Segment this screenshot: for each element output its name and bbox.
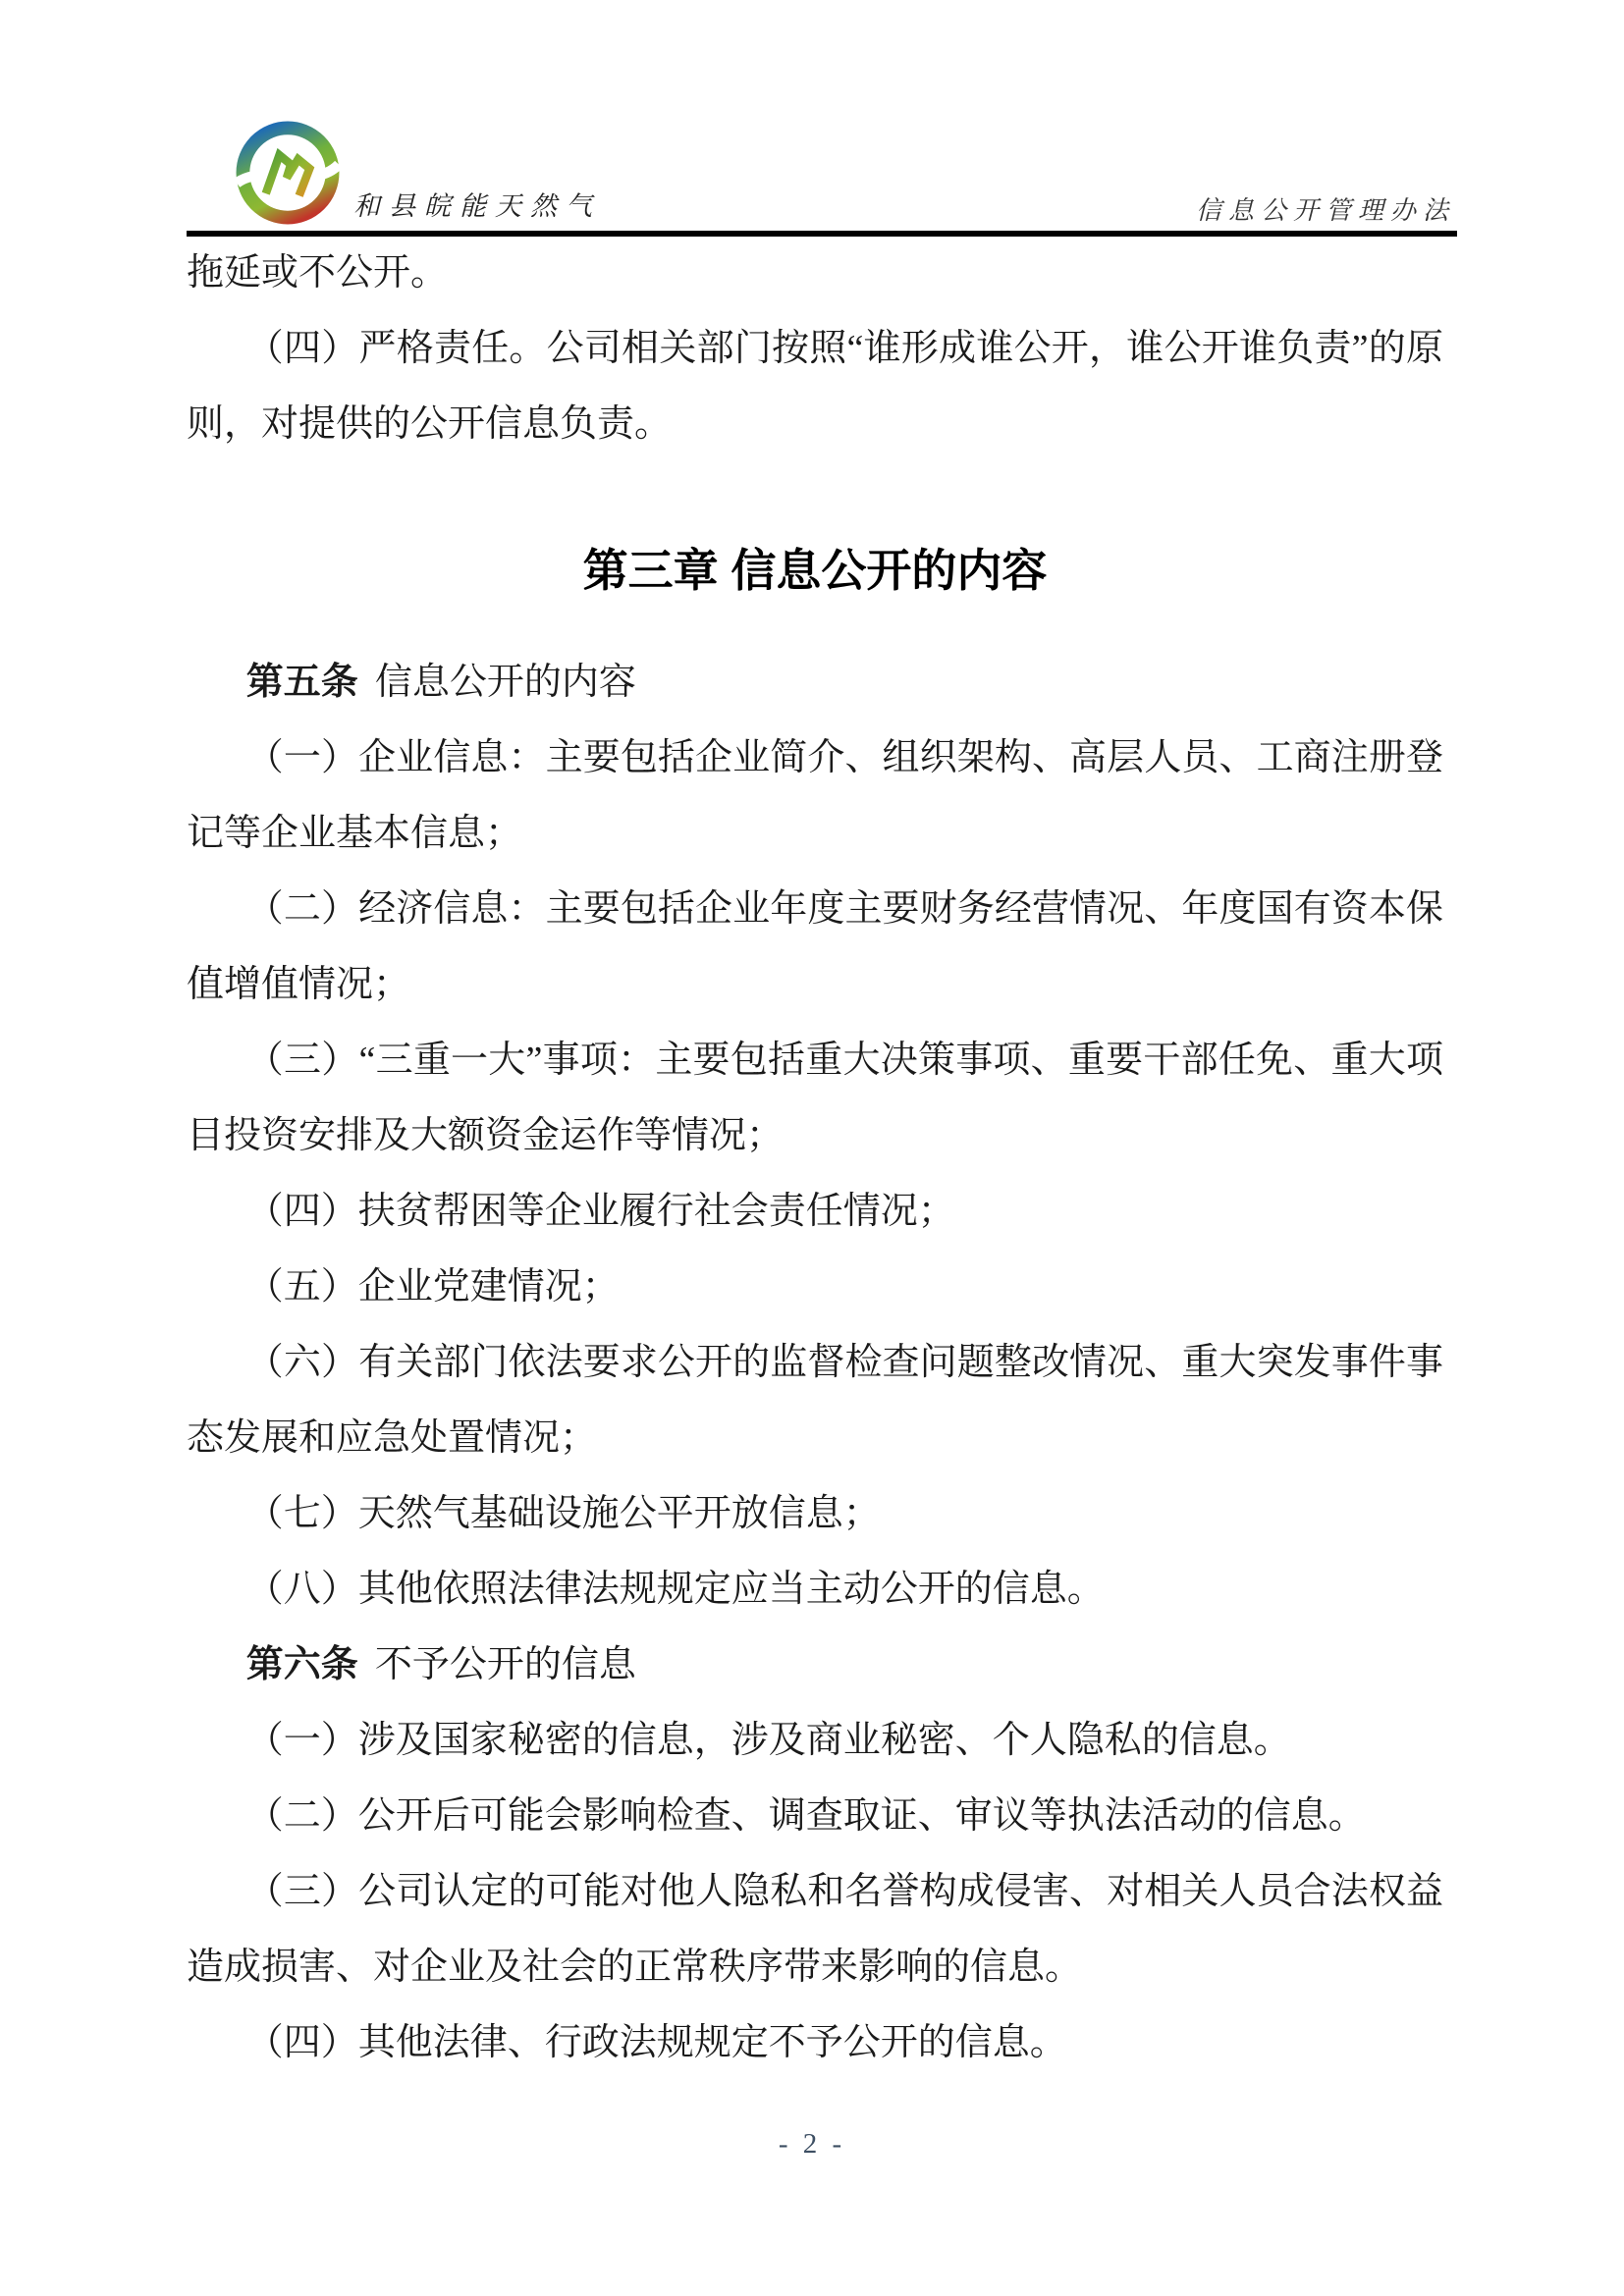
article5-item-1: （一）企业信息：主要包括企业简介、组织架构、高层人员、工商注册登记等企业基本信息；	[187, 737, 1443, 854]
article6-item-2: （二）公开后可能会影响检查、调查取证、审议等执法活动的信息。	[245, 1795, 1366, 1837]
article5-item-5: （五）企业党建情况；	[245, 1266, 620, 1308]
article6-item-1: （一）涉及国家秘密的信息，涉及商业秘密、个人隐私的信息。	[245, 1720, 1291, 1761]
article6-item-4: （四）其他法律、行政法规规定不予公开的信息。	[245, 2022, 1067, 2063]
chapter-title: 第三章 信息公开的内容	[582, 545, 1048, 596]
paragraph-continuation: 拖延或不公开。	[187, 252, 449, 294]
company-logo-icon	[236, 121, 340, 225]
header-left-group	[236, 121, 601, 225]
article5-item-8: （八）其他依照法律法规规定应当主动公开的信息。	[245, 1569, 1105, 1610]
article5-item-7: （七）天然气基础设施公平开放信息；	[245, 1493, 881, 1534]
article6-item-3: （三）公司认定的可能对他人隐私和名誉构成侵害、对相关人员合法权益造成损害、对企业及社会的正常秩序带来影响的信息。	[187, 1871, 1443, 1988]
article5-label: 第五条	[245, 662, 358, 703]
page-number: - 2 -	[778, 2128, 846, 2160]
page-footer	[0, 2128, 1624, 2161]
paragraph-item-four: （四）严格责任。公司相关部门按照“谁形成谁公开，谁公开谁负责”的原则，对提供的公开信息负责。	[187, 328, 1443, 445]
article6-label: 第六条	[245, 1644, 358, 1685]
header-company-name: 和县皖能天然气	[353, 191, 601, 221]
article6-title: 不予公开的信息	[374, 1644, 636, 1685]
article5-item-2: （二）经济信息：主要包括企业年度主要财务经营情况、年度国有资本保值增值情况；	[187, 888, 1443, 1005]
article6-heading	[187, 1628, 1443, 1703]
article5-title: 信息公开的内容	[374, 662, 636, 703]
header-doc-title: 信息公开管理办法	[1195, 196, 1455, 225]
document-body	[187, 236, 1443, 2081]
page-header	[187, 83, 1457, 237]
article5-heading	[187, 645, 1443, 721]
article5-item-3: （三）“三重一大”事项：主要包括重大决策事项、重要干部任免、重大项目投资安排及大额资金运作等情况；	[187, 1040, 1443, 1156]
article5-item-4: （四）扶贫帮困等企业履行社会责任情况；	[245, 1191, 955, 1232]
article5-item-6: （六）有关部门依法要求公开的监督检查问题整改情况、重大突发事件事态发展和应急处置情况；	[187, 1342, 1443, 1459]
